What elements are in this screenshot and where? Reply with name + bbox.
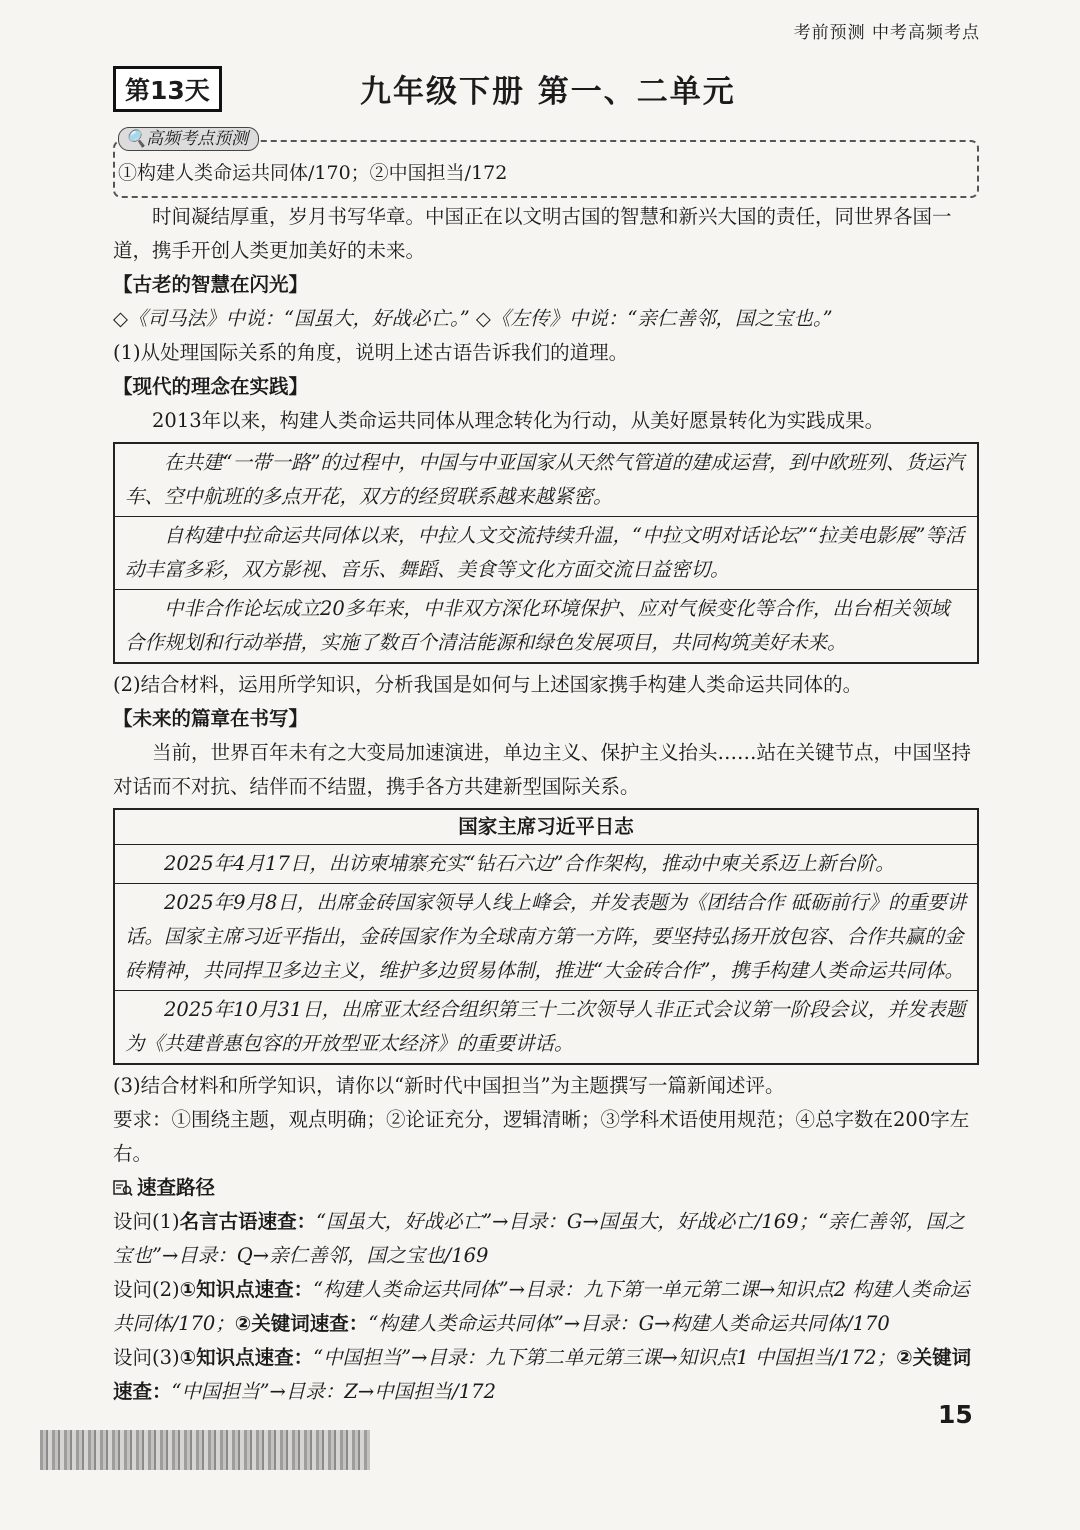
- log-title: 国家主席习近平日志: [115, 810, 977, 845]
- magnifier-icon: 🔍: [125, 129, 147, 149]
- section1-quotes: ◇《司马法》中说：“国虽大，好战必亡。” ◇《左传》中说：“亲仁善邻，国之宝也。”: [113, 307, 833, 330]
- quick-search-icon: [113, 1179, 133, 1197]
- material-cell: 在共建“一带一路”的过程中，中国与中亚国家从天然气管道的建成运营，到中欧班列、货运汽车、空中航班的多点开花，双方的经贸联系越来越紧密。: [125, 451, 964, 508]
- intro-paragraph: 时间凝结厚重，岁月书写华章。中国正在以文明古国的智慧和新兴大国的责任，同世界各国一道，携手开创人类更加美好的未来。: [113, 205, 952, 262]
- day-badge: 第13天: [113, 66, 222, 112]
- log-entry: 2025年10月31日，出席亚太经合组织第三十二次领导人非正式会议第一阶段会议，并发表题为《共建普惠包容的开放型亚太经济》的重要讲话。: [115, 990, 977, 1063]
- page-number: 15: [938, 1400, 973, 1429]
- log-entry: 2025年9月8日，出席金砖国家领导人线上峰会，并发表题为《团结合作 砥砺前行》的重要讲话。国家主席习近平指出，金砖国家作为全球南方第一方阵，要坚持弘扬开放包容、合作共赢的金砖精神，共同捍卫多边主义，维护多边贸易体制，推进“大金砖合作”，携手构建人类命运共同体。: [115, 883, 977, 990]
- header-top-right: 考前预测 中考高频考点: [793, 23, 980, 43]
- log-table: [113, 808, 979, 1065]
- quick-path-q1: 设问(1)名言古语速查：“国虽大，好战必亡”→目录：G→国虽大，好战必亡/169；“亲仁善邻，国之宝也”→目录：Q→亲仁善邻，国之宝也/169: [113, 1210, 965, 1267]
- section2-heading: 【现代的理念在实践】: [113, 375, 309, 398]
- section2-intro: 2013年以来，构建人类命运共同体从理念转化为行动，从美好愿景转化为实践成果。: [152, 409, 885, 432]
- material-cell: 自构建中拉命运共同体以来，中拉人文交流持续升温，“中拉文明对话论坛”“拉美电影展”等活动丰富多彩，双方影视、音乐、舞蹈、美食等文化方面交流日益密切。: [115, 516, 977, 589]
- quick-path-q3: 设问(3)①知识点速查：“中国担当”→目录：九下第二单元第三课→知识点1 中国担当/172；②关键词速查：“中国担当”→目录：Z→中国担当/172: [113, 1346, 972, 1403]
- material-cell: 中非合作论坛成立20多年来，中非双方深化环境保护、应对气候变化等合作，出台相关领域合作规划和行动举措，实施了数百个清洁能源和绿色发展项目，共同构筑美好未来。: [115, 589, 977, 662]
- quick-path-q2: 设问(2)①知识点速查：“构建人类命运共同体”→目录：九下第一单元第二课→知识点2 构建人类命运共同体/170；②关键词速查：“构建人类命运共同体”→目录：G→构建人类命运共同体/170: [113, 1278, 970, 1335]
- quick-path-title: 速查路径: [113, 1171, 979, 1205]
- question-1: (1)从处理国际关系的角度，说明上述古语告诉我们的道理。: [113, 341, 629, 364]
- materials-table: [113, 442, 979, 664]
- main-content: [113, 200, 979, 1409]
- section1-heading: 【古老的智慧在闪光】: [113, 273, 309, 296]
- section3-heading: 【未来的篇章在书写】: [113, 707, 309, 730]
- question-3: (3)结合材料和所学知识，请你以“新时代中国担当”为主题撰写一篇新闻述评。: [113, 1074, 785, 1097]
- scan-artifact: [40, 1430, 370, 1470]
- prediction-label: 🔍高频考点预测: [118, 127, 259, 151]
- page-title: 九年级下册 第一、二单元: [360, 74, 736, 110]
- question-2: (2)结合材料，运用所学知识，分析我国是如何与上述国家携手构建人类命运共同体的。: [113, 673, 863, 696]
- section3-intro: 当前，世界百年未有之大变局加速演进，单边主义、保护主义抬头……站在关键节点，中国坚持对话而不对抗、结伴而不结盟，携手各方共建新型国际关系。: [113, 741, 972, 798]
- prediction-text: ①构建人类命运共同体/170；②中国担当/172: [118, 162, 508, 184]
- requirements: 要求：①围绕主题，观点明确；②论证充分，逻辑清晰；③学科术语使用规范；④总字数在200字左右。: [113, 1108, 970, 1165]
- log-entry: 2025年4月17日，出访柬埔寨充实“钻石六边”合作架构，推动中柬关系迈上新台阶。: [164, 852, 895, 875]
